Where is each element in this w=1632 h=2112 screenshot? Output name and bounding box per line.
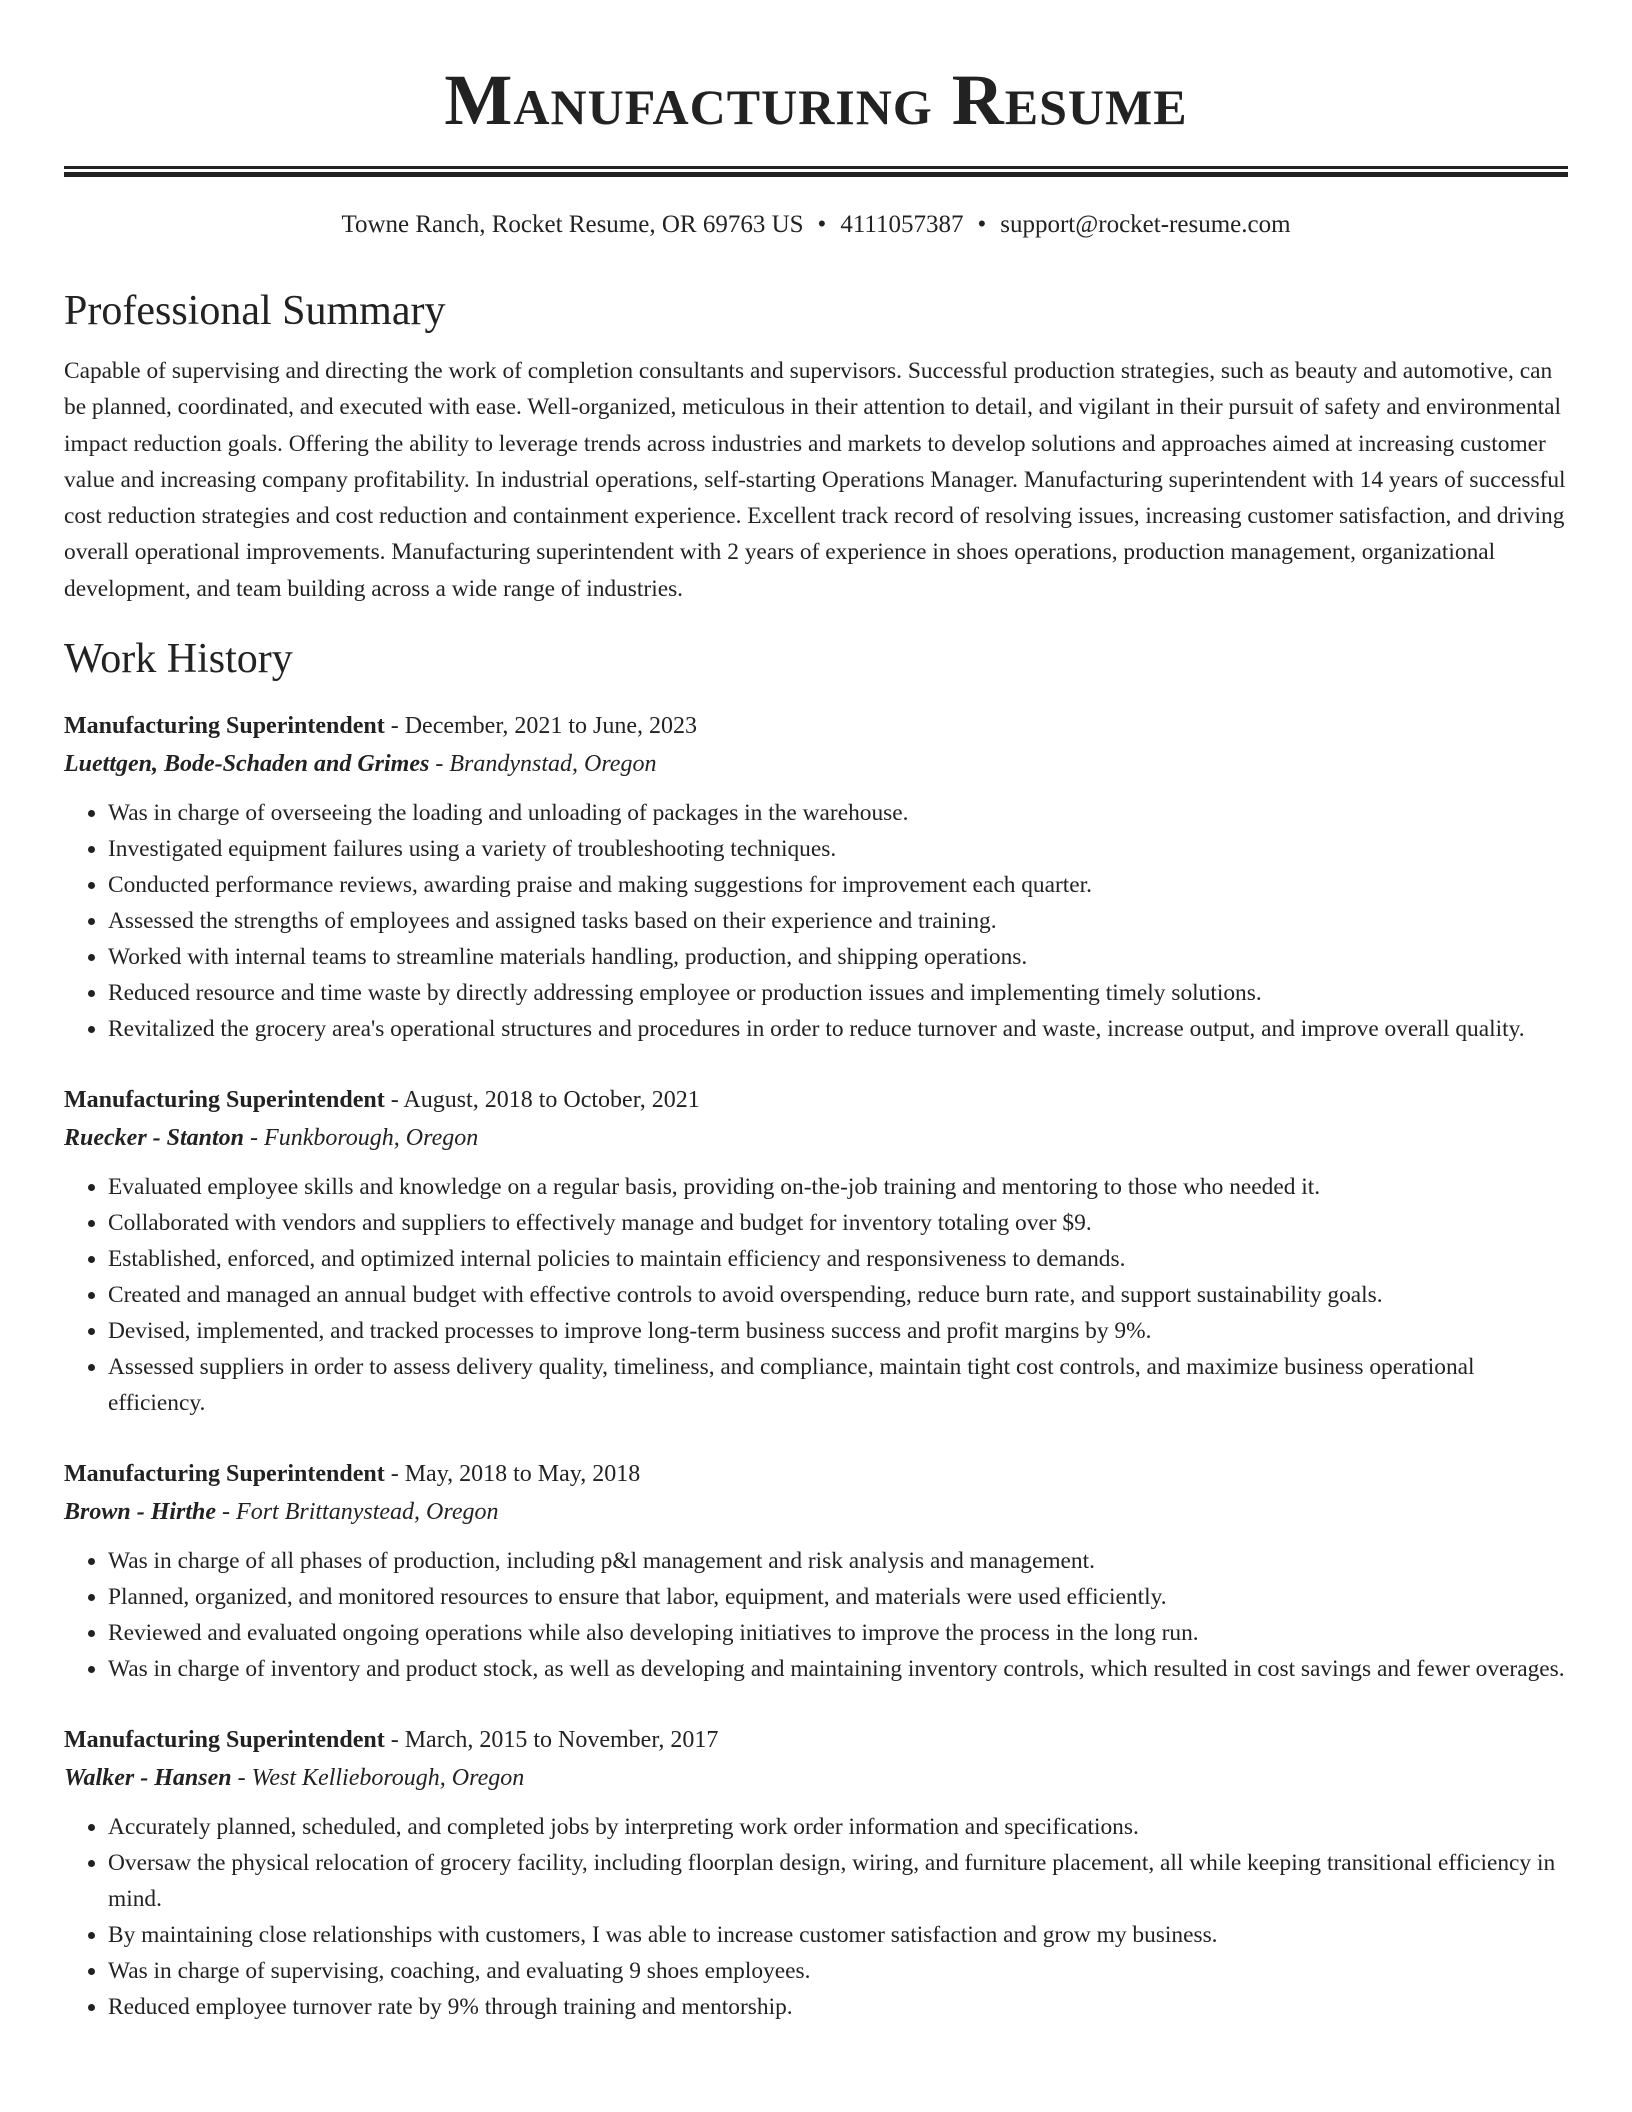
- job-title-line: Manufacturing Superintendent - March, 2015 to November, 2017: [64, 1727, 719, 1754]
- contact-phone: 4111057387: [840, 211, 964, 238]
- job-title: Manufacturing Superintendent: [64, 1087, 385, 1114]
- section-heading-summary: Professional Summary: [64, 288, 446, 334]
- job-bullet-list: [64, 1169, 1568, 1421]
- job-list: [64, 707, 1568, 2025]
- job-bullet: • Collaborated with vendors and suppliers to effectively manage and budget for inventory totaling over $9.: [108, 1205, 1568, 1241]
- company-location: West Kellieborough, Oregon: [251, 1765, 525, 1792]
- contact-separator: •: [817, 211, 827, 238]
- job-bullet: • Was in charge of all phases of production, including p&l management and risk analysis and management.: [108, 1543, 1568, 1579]
- job-bullet: • Conducted performance reviews, awarding praise and making suggestions for improvement each quarter.: [108, 867, 1568, 903]
- job-bullet: • Revitalized the grocery area's operational structures and procedures in order to reduce turnover and waste, increase output, and improve overall quality.: [108, 1011, 1568, 1047]
- job-bullet: • Reduced resource and time waste by directly addressing employee or production issues and implementing timely solutions.: [108, 975, 1568, 1011]
- summary-text: Capable of supervising and directing the work of completion consultants and supervisors. Successful production strategies, such as beauty and automotive, can be planned, coordinated, and executed with ease. Well-organized, meticulous in their attention to detail, and vigilant in their pursuit of safety and environmental impact reduction goals. Offering the ability to leverage trends across industries and markets to develop solutions and approaches aimed at increasing customer value and increasing company profitability. In industrial operations, self-starting Operations Manager. Manufacturing superintendent with 14 years of successful cost reduction strategies and cost reduction and containment experience. Excellent track record of resolving issues, increasing customer satisfaction, and driving overall operational improvements. Manufacturing superintendent with 2 years of experience in shoes operations, production management, organizational development, and team building across a wide range of industries.: [64, 358, 1566, 602]
- job-bullet: • Was in charge of supervising, coaching, and evaluating 9 shoes employees.: [108, 1953, 1568, 1989]
- job-bullet: • Investigated equipment failures using a variety of troubleshooting techniques.: [108, 831, 1568, 867]
- company-name: Ruecker - Stanton: [64, 1125, 245, 1152]
- job-bullet: • Planned, organized, and monitored resources to ensure that labor, equipment, and materials were used efficiently.: [108, 1579, 1568, 1615]
- contact-address: Towne Ranch, Rocket Resume, OR 69763 US: [341, 211, 804, 238]
- job-title: Manufacturing Superintendent: [64, 1727, 385, 1754]
- job-bullet: • Accurately planned, scheduled, and completed jobs by interpreting work order information and specifications.: [108, 1809, 1568, 1845]
- contact-email: support@rocket-resume.com: [1000, 211, 1291, 238]
- company-name: Walker - Hansen: [64, 1765, 232, 1792]
- company-line: Brown - Hirthe - Fort Brittanystead, Oregon: [64, 1499, 499, 1526]
- company-name: Brown - Hirthe: [64, 1499, 217, 1526]
- job-bullet-list: [64, 1809, 1568, 2025]
- job-dates: May, 2018 to May, 2018: [404, 1461, 641, 1488]
- job-bullet: • Devised, implemented, and tracked processes to improve long-term business success and profit margins by 9%.: [108, 1313, 1568, 1349]
- company-line: Ruecker - Stanton - Funkborough, Oregon: [64, 1125, 479, 1152]
- job-bullet: • Evaluated employee skills and knowledge on a regular basis, providing on-the-job training and mentoring to those who needed it.: [108, 1169, 1568, 1205]
- job-bullet: • Oversaw the physical relocation of grocery facility, including floorplan design, wiring, and furniture placement, all while keeping transitional efficiency in mind.: [108, 1845, 1568, 1917]
- job-bullet: • Reduced employee turnover rate by 9% through training and mentorship.: [108, 1989, 1568, 2025]
- professional-summary-section: [64, 287, 1568, 607]
- job-entry: [64, 1081, 1568, 1421]
- job-bullet-list: [64, 795, 1568, 1047]
- job-bullet: • Worked with internal teams to streamline materials handling, production, and shipping operations.: [108, 939, 1568, 975]
- company-line: Walker - Hansen - West Kellieborough, Oregon: [64, 1765, 525, 1792]
- job-title-line: Manufacturing Superintendent - December, 2021 to June, 2023: [64, 713, 698, 740]
- job-entry: [64, 707, 1568, 1047]
- company-location: Funkborough, Oregon: [264, 1125, 479, 1152]
- job-title: Manufacturing Superintendent: [64, 1461, 385, 1488]
- job-bullet: • Reviewed and evaluated ongoing operations while also developing initiatives to improve the process in the long run.: [108, 1615, 1568, 1651]
- title-divider: [64, 166, 1568, 177]
- job-bullet: • Was in charge of overseeing the loading and unloading of packages in the warehouse.: [108, 795, 1568, 831]
- contact-separator: •: [977, 211, 987, 238]
- job-title: Manufacturing Superintendent: [64, 713, 385, 740]
- job-dates: August, 2018 to October, 2021: [403, 1087, 700, 1114]
- job-dates: December, 2021 to June, 2023: [404, 713, 698, 740]
- company-location: Fort Brittanystead, Oregon: [236, 1499, 499, 1526]
- work-history-section: [64, 635, 1568, 2025]
- job-bullet: • Created and managed an annual budget with effective controls to avoid overspending, reduce burn rate, and support sustainability goals.: [108, 1277, 1568, 1313]
- job-title-line: Manufacturing Superintendent - May, 2018 to May, 2018: [64, 1461, 641, 1488]
- job-bullet: • By maintaining close relationships with customers, I was able to increase customer satisfaction and grow my business.: [108, 1917, 1568, 1953]
- job-bullet: • Was in charge of inventory and product stock, as well as developing and maintaining inventory controls, which resulted in cost savings and fewer overages.: [108, 1651, 1568, 1687]
- resume-title: Manufacturing Resume: [444, 60, 1188, 140]
- job-dates: March, 2015 to November, 2017: [404, 1727, 719, 1754]
- job-title-line: Manufacturing Superintendent - August, 2018 to October, 2021: [64, 1087, 700, 1114]
- job-entry: [64, 1721, 1568, 2025]
- job-bullet: • Established, enforced, and optimized internal policies to maintain efficiency and responsiveness to demands.: [108, 1241, 1568, 1277]
- company-line: Luettgen, Bode-Schaden and Grimes - Brandynstad, Oregon: [64, 751, 657, 778]
- job-entry: [64, 1455, 1568, 1687]
- section-heading-work-history: Work History: [64, 636, 293, 683]
- job-bullet-list: [64, 1543, 1568, 1687]
- job-bullet: • Assessed suppliers in order to assess delivery quality, timeliness, and compliance, maintain tight cost controls, and maximize business operational efficiency.: [108, 1349, 1568, 1421]
- company-name: Luettgen, Bode-Schaden and Grimes: [64, 751, 430, 778]
- contact-line: [64, 209, 1568, 241]
- company-location: Brandynstad, Oregon: [449, 751, 657, 778]
- job-bullet: • Assessed the strengths of employees and assigned tasks based on their experience and training.: [108, 903, 1568, 939]
